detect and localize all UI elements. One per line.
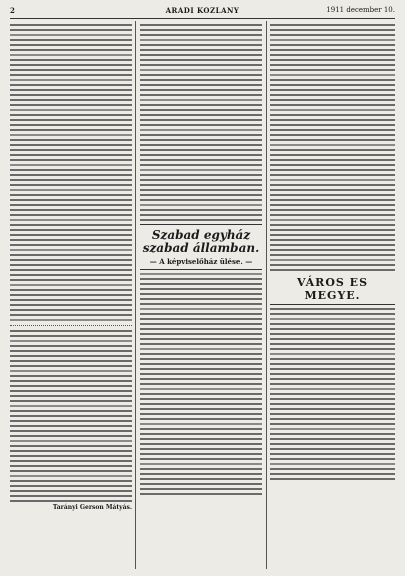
- article-text: [10, 330, 132, 502]
- newspaper-title: ARADI KOZLANY: [165, 6, 240, 15]
- page-number: 2: [10, 6, 15, 15]
- article-text: [140, 24, 262, 221]
- article-separator: [10, 325, 132, 326]
- column-divider: [135, 21, 136, 569]
- article-headline: Szabad egyház szabad államban.: [142, 228, 260, 255]
- headline-box: [140, 229, 262, 266]
- page-header: [10, 6, 395, 18]
- text-column-1: [10, 21, 132, 569]
- header-rule: [10, 18, 395, 19]
- section-title: VÁROS ES MEGYE.: [296, 276, 369, 302]
- article-subheadline: — A képviselőház ülése. —: [149, 257, 253, 266]
- column-divider: [266, 21, 267, 569]
- author-signature: Tarányi Gerson Mátyás.: [52, 504, 132, 511]
- article-text: [270, 308, 395, 480]
- issue-date: 1911 december 10.: [326, 6, 395, 14]
- text-column-3: [270, 21, 395, 569]
- article-text: [270, 24, 395, 271]
- article-text: [140, 273, 262, 495]
- headline-top-rule: [140, 224, 262, 225]
- text-column-2: [140, 21, 262, 569]
- section-rule: [270, 304, 395, 305]
- article-text: [10, 24, 132, 321]
- headline-bottom-rule: [140, 269, 262, 270]
